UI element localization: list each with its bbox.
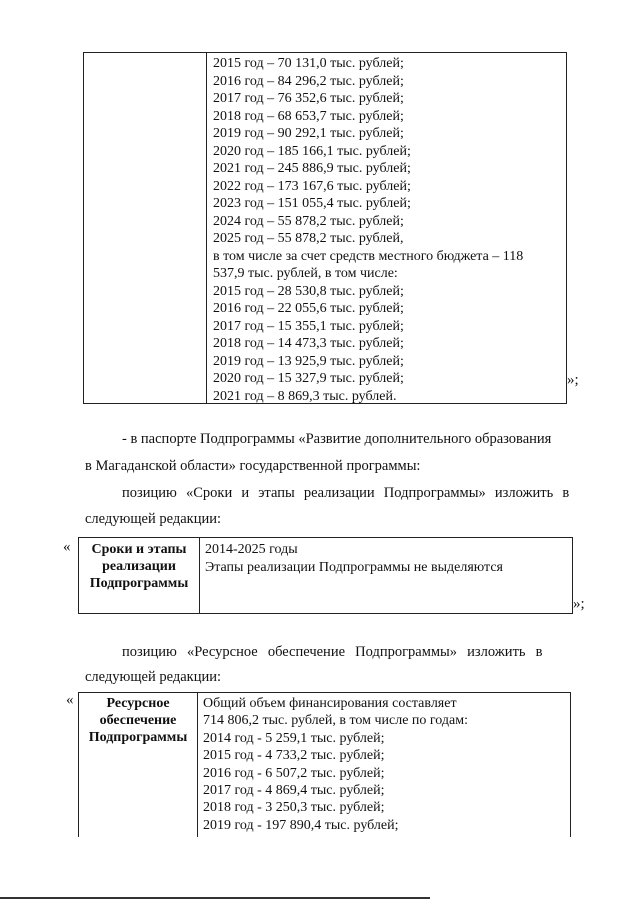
table-3-label-line: Подпрограммы [88,730,188,745]
table-3-label-line: обеспечение [99,713,177,728]
table-3-value-line: 2017 год - 4 869,4 тыс. рублей; [203,783,385,799]
table-3-value-line: Общий объем финансирования составляет [203,696,457,711]
table-3-open-quote: « [66,692,74,708]
table-3-value-line: 2016 год - 6 507,2 тыс. рублей; [203,765,385,781]
table-1-label-cell [83,52,207,404]
paragraph-terms-position-line-1: позицию «Сроки и этапы реализации Подпрограммы» изложить в [122,485,570,501]
table-3-value-cell [197,692,571,837]
table-1-value-line: 2015 год – 28 530,8 тыс. рублей; [213,283,404,299]
table-2-value-cell [199,537,573,614]
table-1-value-line: 2023 год – 151 055,4 тыс. рублей; [213,196,411,211]
table-3-value-line: 2015 год - 4 733,2 тыс. рублей; [203,748,385,764]
table-3-value-line: 2014 год - 5 259,1 тыс. рублей; [203,730,385,746]
table-1-value-line: 2025 год – 55 878,2 тыс. рублей, [213,231,404,246]
table-1-value-line: 537,9 тыс. рублей, в том числе: [213,266,398,281]
table-1-close-quote: »; [567,372,579,388]
table-1-value-line: 2019 год – 90 292,1 тыс. рублей; [213,126,404,141]
table-3-value-line: 2018 год - 3 250,3 тыс. рублей; [203,800,385,816]
paragraph-terms-position-line-2: следующей редакции: [85,511,222,527]
paragraph-resources-position-line-2: следующей редакции: [85,669,222,685]
paragraph-subprogram-passport-line-1: - в паспорте Подпрограммы «Развитие дополнительного образования [122,431,552,447]
table-3-value-line: 2019 год - 197 890,4 тыс. рублей; [203,817,399,833]
table-1-value-line: 2021 год – 8 869,3 тыс. рублей. [213,388,397,404]
table-2-label-line: Сроки и этапы [91,542,187,557]
table-1-value-line: 2019 год – 13 925,9 тыс. рублей; [213,353,404,369]
table-1-value-line: 2016 год – 22 055,6 тыс. рублей; [213,301,404,316]
table-1-value-line: 2021 год – 245 886,9 тыс. рублей; [213,161,411,176]
table-1-value-line: 2018 год – 14 473,3 тыс. рублей; [213,336,404,351]
paragraph-subprogram-passport-line-2: в Магаданской области» государственной программы: [85,458,421,474]
table-1-value-line: 2020 год – 185 166,1 тыс. рублей; [213,143,411,159]
table-2-label-line: Подпрограммы [89,576,189,591]
table-1-value-line: 2020 год – 15 327,9 тыс. рублей; [213,371,404,386]
table-1-value-line: 2017 год – 76 352,6 тыс. рублей; [213,91,404,106]
table-2-value-line: 2014-2025 годы [205,542,298,557]
table-1-lines [213,55,523,405]
table-2-close-quote: »; [573,596,585,612]
table-3-label-line: Ресурсное [106,696,170,711]
table-1-value-line: 2024 год – 55 878,2 тыс. рублей; [213,213,404,229]
paragraph-resources-position-line-1: позицию «Ресурсное обеспечение Подпрограммы» изложить в [122,644,543,660]
table-2-open-quote: « [63,539,71,555]
table-2-value-line: Этапы реализации Подпрограммы не выделяются [205,559,503,575]
table-1-value-line: 2017 год – 15 355,1 тыс. рублей; [213,318,404,334]
table-1-value-line: 2015 год – 70 131,0 тыс. рублей; [213,56,404,71]
table-1-value-line: в том числе за счет средств местного бюджета – 118 [213,248,524,264]
table-1-value-line: 2016 год – 84 296,2 тыс. рублей; [213,73,404,89]
page-bottom-rule [0,897,430,899]
table-1-value-line: 2018 год – 68 653,7 тыс. рублей; [213,108,404,124]
table-3-value-line: 714 806,2 тыс. рублей, в том числе по годам: [203,713,468,729]
table-3-label-cell [78,692,198,837]
table-2-label-line: реализации [102,559,176,574]
table-2-label-cell [78,537,200,614]
table-1-value-line: 2022 год – 173 167,6 тыс. рублей; [213,178,411,194]
